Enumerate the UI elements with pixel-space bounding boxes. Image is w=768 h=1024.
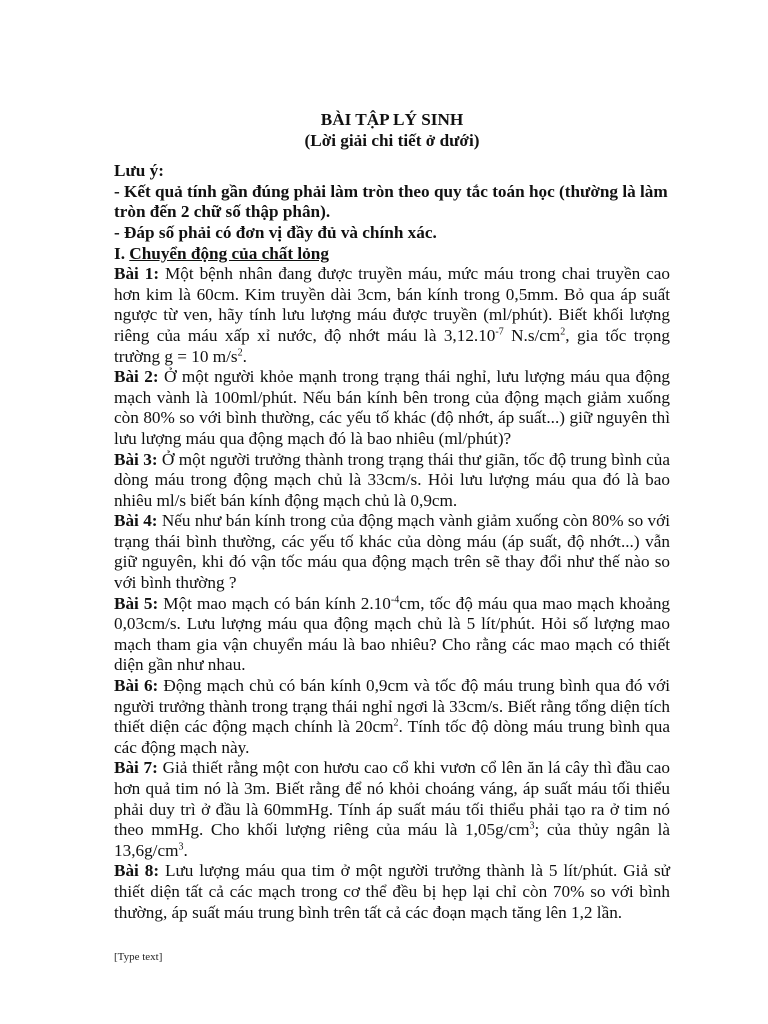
problem-4 <box>114 511 670 593</box>
note-heading: Lưu ý: <box>114 161 164 181</box>
problem-text: Ở một người khỏe mạnh trong trạng thái nghỉ, lưu lượng máu qua động mạch vành là 100ml/phút. Nếu bán kính bên trong của động mạch giảm xuống còn 80% so với bình thường, các yếu tố khác (độ nhớt, áp suất...) giữ nguyên thì lưu lượng máu qua động mạch đó là bao nhiêu (ml/phút)? <box>114 367 671 448</box>
problem-7 <box>114 758 670 861</box>
superscript: 2 <box>560 326 566 338</box>
superscript: 2 <box>393 717 399 729</box>
document-title: BÀI TẬP LÝ SINH <box>320 110 464 129</box>
problem-1 <box>114 264 670 367</box>
problem-text: Một bệnh nhân đang được truyền máu, mức máu trong chai truyền cao hơn kim là 60cm. Kim truyền dài 3cm, bán kính trong 0,5mm. Bỏ qua áp suất ngược từ ven, hãy tính lưu lượng máu được truyền (ml/phút). Biết khối lượng riêng của máu xấp xỉ nước, độ nhớt máu là 3,12.10 <box>114 264 670 345</box>
problem-label: Bài 3: <box>114 449 158 469</box>
section-number: I. <box>114 243 125 263</box>
problem-label: Bài 8: <box>114 861 160 881</box>
problem-text: Một mao mạch có bán kính 2.10 <box>158 593 391 613</box>
section-heading <box>114 244 670 265</box>
problem-text: ; của thủy ngân là 13,6g/cm <box>114 820 670 860</box>
page-footer: [Type text] <box>114 951 163 963</box>
problem-text: Nếu như bán kính trong của động mạch vành giảm xuống còn 80% so với trạng thái bình thường, các yếu tố khác của dòng máu (áp suất, độ nhớt...) vẫn giữ nguyên, khi đó vận tốc máu qua động mạch trên sẽ thay đổi như thế nào so với bình thường ? <box>114 511 670 593</box>
problem-5 <box>114 594 670 676</box>
problem-label: Bài 7: <box>114 758 158 778</box>
superscript: 3 <box>529 820 535 832</box>
problem-text: , gia tốc trọng trường g = 10 m/s <box>114 325 670 366</box>
problem-2 <box>114 367 670 449</box>
superscript: -7 <box>495 326 504 338</box>
problem-label: Bài 6: <box>114 676 159 696</box>
problem-text: . <box>183 840 188 860</box>
note-line-2: - Đáp số phải có đơn vị đầy đủ và chính xác. <box>114 222 437 242</box>
problem-text: . Tính tốc độ dòng máu trung bình qua các động mạch này. <box>114 717 670 757</box>
problem-label: Bài 2: <box>114 367 159 387</box>
problem-text: N.s/cm <box>503 325 561 345</box>
problem-label: Bài 4: <box>114 511 158 531</box>
section-title: Chuyển động của chất lỏng <box>129 243 329 263</box>
document-subtitle: (Lời giải chi tiết ở dưới) <box>304 130 480 150</box>
superscript: -4 <box>390 593 400 605</box>
problem-8 <box>114 861 670 923</box>
problem-text: Động mạch chủ có bán kính 0,9cm và tốc độ máu trung bình qua đó với người trưởng thành trong trạng thái nghỉ ngơi là 33cm/s. Biết rằng tổng diện tích thiết diện các động mạch chính là 20cm <box>114 676 671 737</box>
problem-text: Giả thiết rằng một con hươu cao cổ khi vươn cổ lên ăn lá cây thì đầu cao hơn quả tim nó là 3m. Biết rằng để nó khỏi choáng váng, áp suất máu tối thiểu phải duy trì ở đầu là 60mmHg. Tính áp suất máu tối thiểu phải tạo ra ở tim nó theo mmHg. Cho khối lượng riêng của máu là 1,05g/cm <box>114 758 670 840</box>
problem-text: Ở một người trưởng thành trong trạng thái thư giãn, tốc độ trung bình của dòng máu trong động mạch chủ là 33cm/s. Hỏi lưu lượng máu qua đó là bao nhiêu ml/s biết bán kính động mạch chủ là 0,9cm. <box>114 449 670 510</box>
note-line-1: - Kết quả tính gần đúng phải làm tròn theo quy tắc toán học (thường là làm tròn đến 2 chữ số thập phân). <box>114 181 668 222</box>
problem-text: Lưu lượng máu qua tim ở một người trưởng thành là 5 lít/phút. Giả sử thiết diện tất cả các mạch trong cơ thể đều bị hẹp lại chỉ còn 70% so với bình thường, áp suất máu trung bình trên tất cả các đoạn mạch tăng lên 1,2 lần. <box>114 861 670 922</box>
superscript: 3 <box>178 841 184 853</box>
problem-text: cm, tốc độ máu qua mao mạch khoảng 0,03cm/s. Lưu lượng máu qua động mạch chủ là 5 lít/phút. Hỏi số lượng mao mạch tham gia vận chuyển máu là bao nhiêu? Cho rằng các mao mạch có thiết diện gần như nhau. <box>114 593 671 675</box>
problem-3 <box>114 450 670 512</box>
superscript: 2 <box>237 346 243 358</box>
problem-label: Bài 1: <box>114 264 160 284</box>
document-page <box>114 110 670 923</box>
problem-text: . <box>242 346 247 366</box>
problem-6 <box>114 676 670 758</box>
problem-label: Bài 5: <box>114 593 159 613</box>
